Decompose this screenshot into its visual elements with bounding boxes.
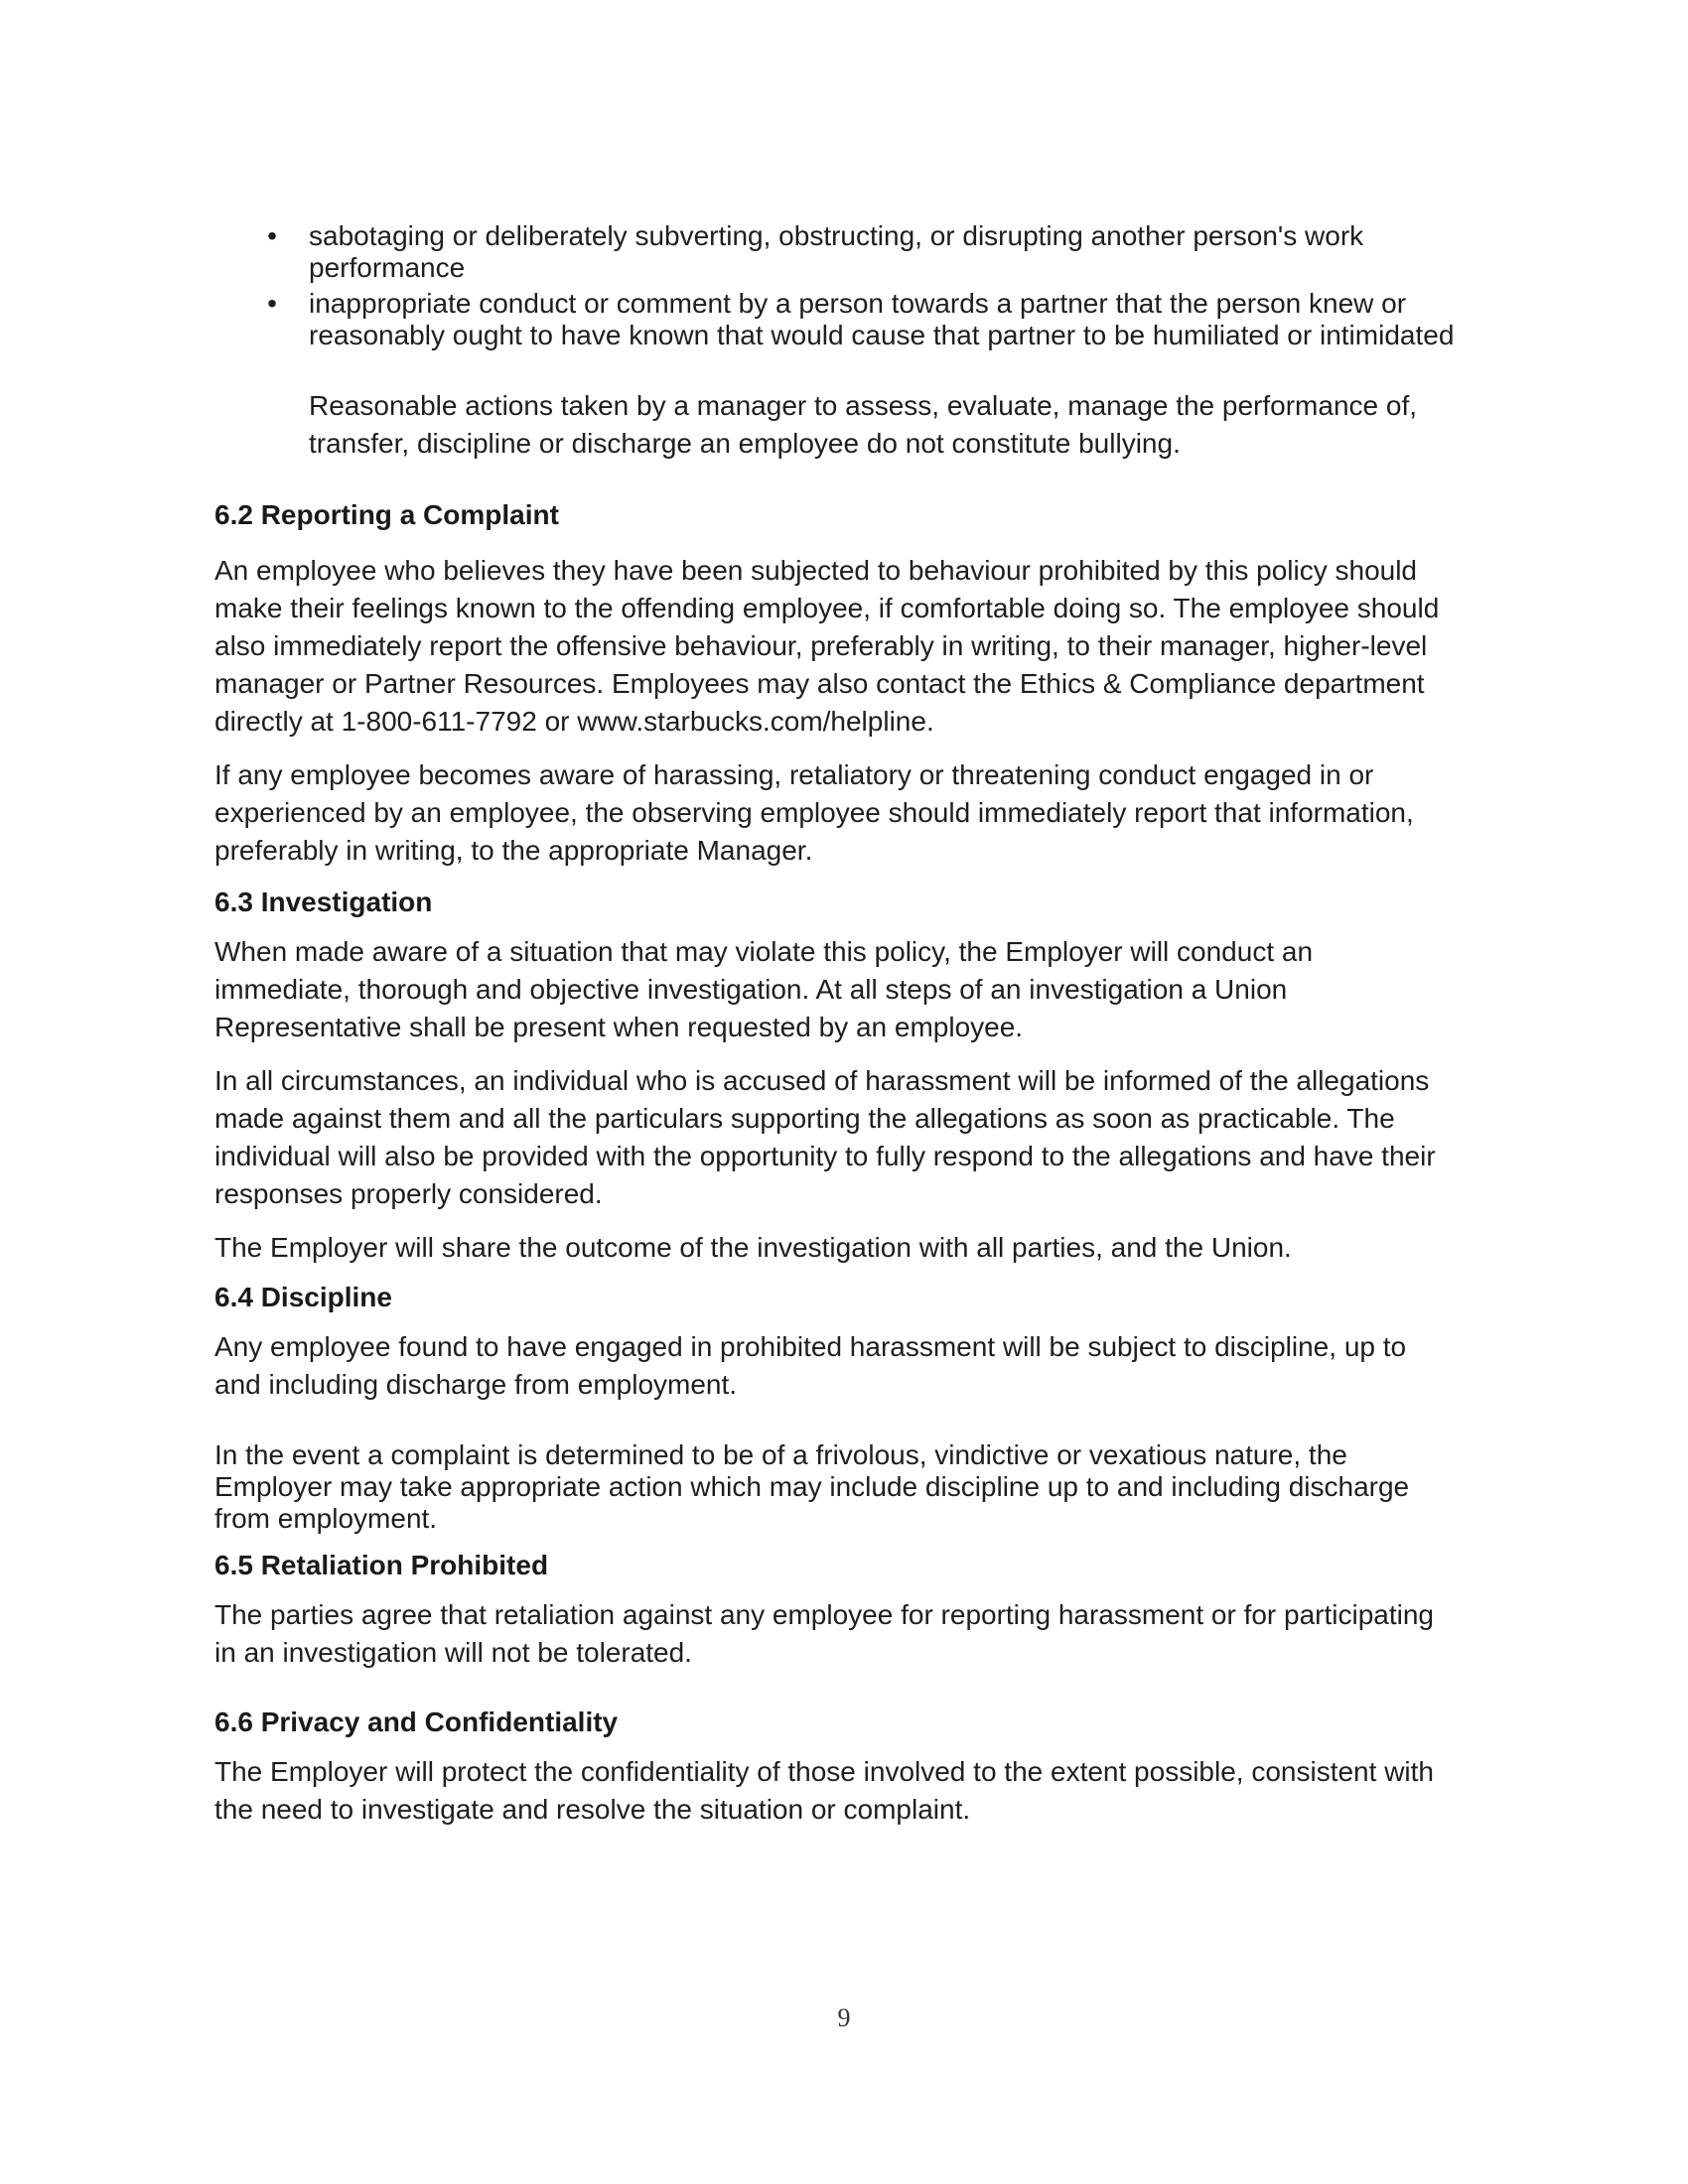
section-6-4-paragraph-2: In the event a complaint is determined to be of a frivolous, vindictive or vexatious nature, the Employer may take appropriate action which may include discipline up to and including discharge from employment. <box>214 1439 1410 1534</box>
page-content <box>214 220 1456 1829</box>
section-heading-6-2: 6.2 Reporting a Complaint <box>214 499 559 530</box>
section-6-2-paragraph-1: An employee who believes they have been subjected to behaviour prohibited by this policy should make their feelings known to the offending employee, if comfortable doing so. The employee should also immediately report the offensive behaviour, preferably in writing, to their manager, higher-level manager or Partner Resources. Employees may also contact the Ethics & Compliance department directly at 1-800-611-7792 or www.starbucks.com/helpline. <box>214 555 1440 737</box>
section-heading-6-6: 6.6 Privacy and Confidentiality <box>214 1706 619 1737</box>
section-6-3-paragraph-1: When made aware of a situation that may violate this policy, the Employer will conduct an immediate, thorough and objective investigation. At all steps of an investigation a Union Representative shall be present when requested by an employee. <box>214 936 1314 1042</box>
bullet-text: sabotaging or deliberately subverting, obstructing, or disrupting another person's work performance <box>309 220 1364 283</box>
list-item <box>214 220 1456 284</box>
bullet-list <box>214 220 1456 351</box>
section-heading-6-3: 6.3 Investigation <box>214 887 433 917</box>
section-heading-6-5: 6.5 Retaliation Prohibited <box>214 1550 549 1580</box>
section-heading-6-4: 6.4 Discipline <box>214 1282 392 1312</box>
bullet-icon: • <box>267 288 277 319</box>
bullet-text: inappropriate conduct or comment by a person towards a partner that the person knew or reasonably ought to have known that would cause that partner to be humiliated or intimidated <box>309 288 1455 350</box>
section-6-3-paragraph-3: The Employer will share the outcome of the investigation with all parties, and the Union. <box>214 1232 1292 1263</box>
bullet-note: Reasonable actions taken by a manager to assess, evaluate, manage the performance of, transfer, discipline or discharge an employee do not constitute bullying. <box>309 390 1418 459</box>
section-6-4-paragraph-1: Any employee found to have engaged in prohibited harassment will be subject to discipline, up to and including discharge from employment. <box>214 1331 1407 1400</box>
page-number: 9 <box>837 2003 851 2032</box>
section-6-2-paragraph-2: If any employee becomes aware of harassing, retaliatory or threatening conduct engaged in or experienced by an employee, the observing employee should immediately report that information, preferably in writing, to the appropriate Manager. <box>214 759 1414 866</box>
bullet-icon: • <box>267 220 277 251</box>
list-item <box>214 288 1456 351</box>
section-6-5-paragraph-1: The parties agree that retaliation against any employee for reporting harassment or for participating in an investigation will not be tolerated. <box>214 1599 1435 1668</box>
section-6-6-paragraph-1: The Employer will protect the confidentiality of those involved to the extent possible, consistent with the need to investigate and resolve the situation or complaint. <box>214 1756 1434 1825</box>
section-6-3-paragraph-2: In all circumstances, an individual who is accused of harassment will be informed of the allegations made against them and all the particulars supporting the allegations as soon as practicable. The individual will also be provided with the opportunity to fully respond to the allegations and have their responses properly considered. <box>214 1065 1436 1209</box>
